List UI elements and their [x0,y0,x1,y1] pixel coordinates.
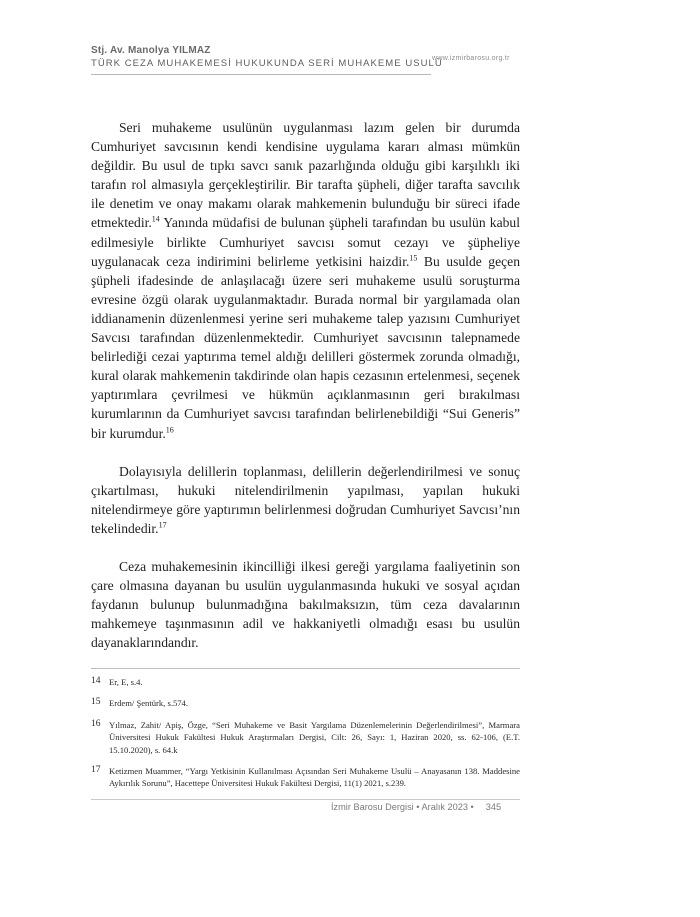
paragraph-2-text: Dolayısıyla delillerin toplanması, delillerin değerlendirilmesi ve sonuç çıkartılması, hukuki nitelendirilmenin yapılması, yapılan hukuki nitelendirmeye göre yaptırımın belirlenmesi doğrudan Cumhuriyet Savcısı’nın tekelindedir. [91,463,520,536]
running-footer [331,802,501,812]
footnote-number: 15 [91,697,101,708]
paragraph-2 [91,462,520,538]
footnote-ref-17[interactable]: 17 [158,520,167,530]
header-divider [91,74,431,75]
footnote-14 [91,675,520,688]
paragraph-1-part-c: Bu usulde geçen şüpheli ifadesinde de anlaşılacağı üzere seri muhakeme usulü soruşturma evresine özgü olarak uygulanmaktadır. Burada normal bir yargılamada olan iddianamenin düzenlenmesi yerine seri muhakeme talep yazısını Cumhuriyet Savcısı tarafından düzenlenmektedir. Cumhuriyet savcısının talepnamede belirlediği cezai yaptırıma temel aldığı delilleri göstermek zorunda olmadığı, kural olarak mahkemenin takdirinde olan hapis cezasının ertelenmesi, seçenek yaptırımlara çevrilmesi ve hükmün açıklanmasının geri bırakılması kurumlarının da Cumhuriyet savcısı tarafından belirlenebildiği “Sui Generis” bir kurumdur. [91,253,521,441]
main-text [91,118,520,671]
paragraph-3 [91,557,520,652]
footnote-15 [91,696,520,709]
footnote-ref-14[interactable]: 14 [151,214,160,224]
paragraph-1 [91,118,520,443]
page-number: 345 [485,802,502,812]
footnotes [91,675,520,798]
paragraph-1-part-b: Yanında müdafisi de bulunan şüpheli tarafından bu usulün kabul edilmesiyle birlikte Cumhuriyet savcısı somut cezayı ve şüpheliye uygulanacak ceza indirimini belirleme yetkisini haizdir. [91,215,520,269]
paragraph-3-text: Ceza muhakemesinin ikincilliği ilkesi gereği yargılama faaliyetinin son çare olmasına dayanan bu usulün uygulanmasında hukuki ve sosyal açıdan faydanın bulunup bulunmadığına bakılmaksızın, tüm ceza davalarının mahkemeye taşınmasının adil ve hakkaniyetli olmadığı esası bu usulün dayanaklarındandır. [91,558,520,651]
footnote-text: Erdem/ Şentürk, s.574. [109,698,189,709]
article-title: TÜRK CEZA MUHAKEMESİ HUKUKUNDA SERİ MUHAKEME USULÜ [91,58,443,69]
journal-name: İzmir Barosu Dergisi • Aralık 2023 • [331,802,474,812]
paragraph-1-part-a: Seri muhakeme usulünün uygulanması lazım gelen bir durumda Cumhuriyet savcısının kendi kendisine uygulama kararı alması mümkün değildir. Bu usul de tıpkı savcı sanık pazarlığında olduğu gibi karşılıklı iki tarafın rol almasıyla gerçekleştirilir. Bir tarafta şüpheli, diğer tarafta savcılık ile denetim ve onay makamı olarak mahkemenin bulunduğu bir süreci ifade etmektedir. [91,120,520,231]
footnote-text: Ketizmen Muammer, “Yargı Yetkisinin Kullanılması Açısından Seri Muhakeme Usulü – Anayasanın 138. Maddesine Aykırılık Sorunu”, Hacettepe Üniversitesi Hukuk Fakültesi Dergisi, 11(1) 2021, s.239. [109,766,520,789]
footnote-ref-15[interactable]: 15 [409,253,418,263]
footer-divider [91,799,520,800]
footnote-16 [91,718,520,756]
footnote-divider [91,668,520,669]
author-name: Stj. Av. Manolya YILMAZ [91,45,211,56]
footnote-ref-16[interactable]: 16 [165,424,174,434]
footnote-number: 17 [91,765,101,776]
footnote-number: 14 [91,676,101,686]
footnote-text: Er, E, s.4. [109,677,143,687]
footnote-text: Yılmaz, Zahit/ Apiş, Özge, “Seri Muhakeme ve Basit Yargılama Düzenlemelerinin Değerlendirilmesi”, Marmara Üniversitesi Hukuk Fakültesi Hukuk Araştırmaları Dergisi, Cilt: 26, Sayı: 1, Haziran 2020, ss. 62-106, (E.T. 15.10.2020), s. 64.k [109,719,520,755]
footnote-number: 16 [91,718,101,729]
website-link[interactable]: www.izmirbarosu.org.tr [432,55,510,62]
footnote-17 [91,764,520,790]
